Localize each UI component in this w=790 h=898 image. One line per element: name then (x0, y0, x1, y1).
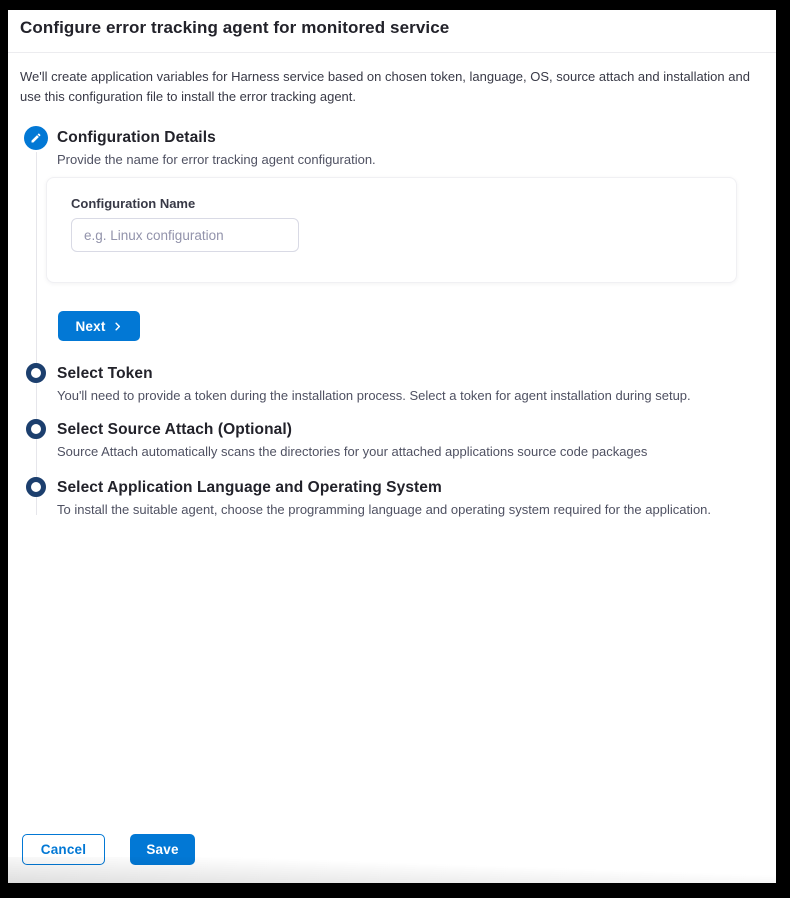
step2-pending-indicator (26, 363, 46, 383)
step-header-select-source-attach[interactable]: Select Source Attach (Optional) (57, 421, 293, 438)
step1-active-indicator (24, 126, 48, 150)
step2-description: You'll need to provide a token during the installation process. Select a token for agent installation during setup. (57, 388, 691, 403)
next-button-label: Next (75, 318, 106, 334)
step4-description: To install the suitable agent, choose the programming language and operating system required for the application. (57, 502, 712, 517)
configuration-details-card (46, 177, 737, 283)
header-divider (8, 52, 776, 53)
step3-pending-indicator (26, 419, 46, 439)
configuration-name-label: Configuration Name (71, 196, 196, 211)
step-header-select-token[interactable]: Select Token (57, 365, 153, 382)
page-title: Configure error tracking agent for monitored service (20, 18, 450, 37)
bottom-gradient (8, 857, 776, 883)
save-button[interactable]: Save (130, 834, 195, 865)
pencil-icon (30, 132, 42, 144)
configuration-name-input[interactable] (71, 218, 299, 252)
step3-description: Source Attach automatically scans the directories for your attached applications source code packages (57, 444, 648, 459)
step4-pending-indicator (26, 477, 46, 497)
intro-text: We'll create application variables for Harness service based on chosen token, language, OS, source attach and installation and use this configuration file to install the error tracking agent. (20, 69, 750, 104)
step-connector-line (36, 152, 37, 515)
step-header-select-language-os[interactable]: Select Application Language and Operating System (57, 479, 442, 496)
cancel-button[interactable]: Cancel (22, 834, 105, 865)
next-button[interactable] (58, 311, 140, 341)
chevron-right-icon (112, 321, 123, 332)
step-header-configuration-details[interactable]: Configuration Details (57, 129, 216, 146)
config-dialog (8, 10, 776, 883)
step1-description: Provide the name for error tracking agent configuration. (57, 152, 376, 167)
